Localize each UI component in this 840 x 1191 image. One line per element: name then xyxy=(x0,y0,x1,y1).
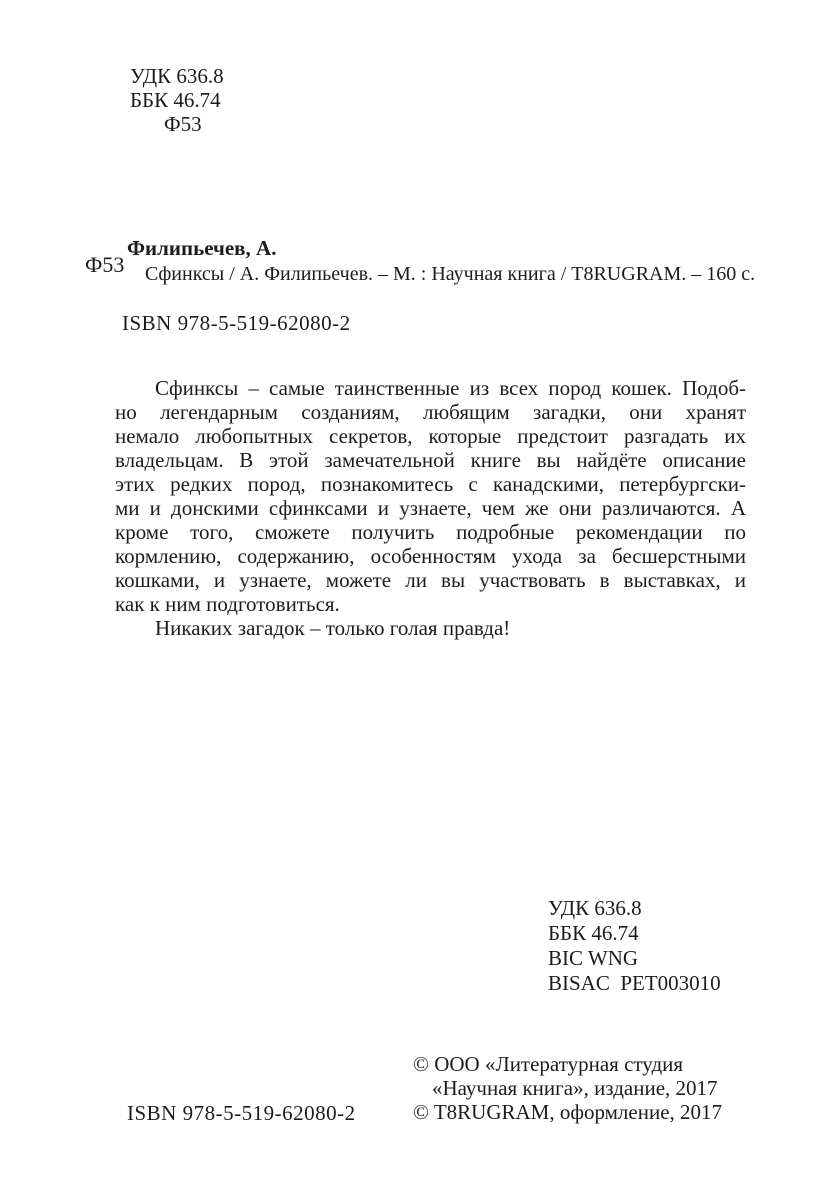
annotation-line: как к ним подготовиться. xyxy=(115,592,340,616)
isbn-top: ISBN 978-5-519-62080-2 xyxy=(122,311,351,335)
udk-code-top: УДК 636.8 xyxy=(130,64,224,88)
author-sign-margin: Ф53 xyxy=(85,252,125,277)
annotation-line: Сфинксы – самые таинственные из всех пород кошек. Подоб- xyxy=(155,376,746,400)
annotation-line: кормлению, содержанию, особенностям ухода за бесшерстными xyxy=(115,544,746,568)
annotation-line: кроме того, сможете получить подробные рекомендации по xyxy=(115,520,746,544)
annotation-line: владельцам. В этой замечательной книге вы найдёте описание xyxy=(115,448,746,472)
bbk-code-bottom: ББК 46.74 xyxy=(548,921,639,945)
annotation-line: Никаких загадок – только голая правда! xyxy=(155,616,511,640)
catalog-author: Филипьечев, А. xyxy=(127,236,277,260)
copyright-line: «Научная книга», издание, 2017 xyxy=(432,1076,718,1100)
bic-code: BIC WNG xyxy=(548,946,639,970)
bottom-catalog-codes xyxy=(548,896,721,996)
annotation-paragraph xyxy=(115,376,746,640)
bbk-code-top: ББК 46.74 xyxy=(130,88,221,112)
catalog-description: Сфинксы / А. Филипьечев. – М. : Научная книга / T8RUGRAM. – 160 с. xyxy=(145,263,756,285)
udk-code-bottom: УДК 636.8 xyxy=(548,896,642,920)
top-catalog-codes xyxy=(130,64,224,136)
annotation-line: немало любопытных секретов, которые предстоит разгадать их xyxy=(115,424,746,448)
bisac-code: BISAC PET003010 xyxy=(548,971,721,995)
copyright-line: © T8RUGRAM, оформление, 2017 xyxy=(413,1100,723,1124)
copyright-block xyxy=(413,1052,722,1124)
isbn-bottom: ISBN 978-5-519-62080-2 xyxy=(127,1101,356,1125)
author-sign-top: Ф53 xyxy=(164,112,202,136)
annotation-line: этих редких пород, познакомитесь с канадскими, петербургски- xyxy=(115,472,746,496)
copyright-line: © ООО «Литературная студия xyxy=(413,1052,684,1076)
annotation-line: кошками, и узнаете, можете ли вы участвовать в выставках, и xyxy=(115,568,746,592)
annotation-line: ми и донскими сфинксами и узнаете, чем же они различаются. А xyxy=(115,496,746,520)
annotation-line: но легендарным созданиям, любящим загадки, они хранят xyxy=(115,400,746,424)
